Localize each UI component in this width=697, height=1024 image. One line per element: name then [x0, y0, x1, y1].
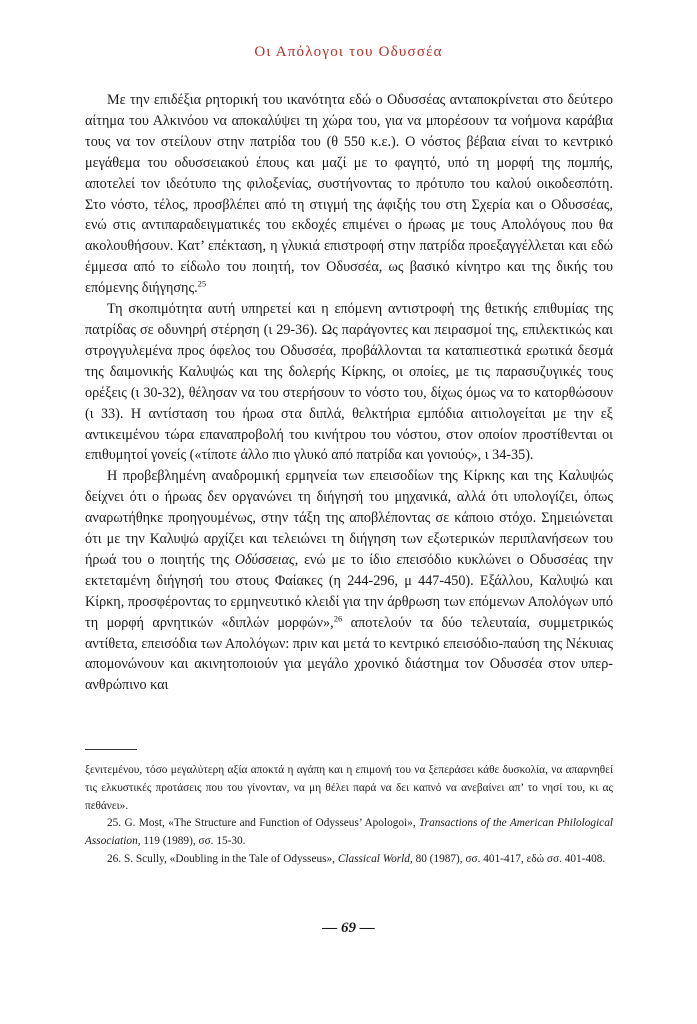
paragraph-3-text-a: Η προβεβλημένη αναδρομική ερμηνεία των επεισοδίων της Κίρκης και της Καλυψώς δείχνει ότι ο ήρωας δεν οργανώνει τη διήγησή του μηχανικά, αλλά ότι υπολογίζει, όπως αναρωτήθηκε προηγουμένως, στην τάξη της αποβλέποντας σε κάποιο στόχο. Σημειώνεται ότι με την Καλυψώ αρχίζει και τελειώνει τη διήγηση των εξωτερικών περιπλανήσεων του ήρωά του ο ποιητής της: [85, 468, 613, 568]
footnote-divider: [85, 749, 137, 750]
running-title: Οι Απόλογοι του Οδυσσέα: [254, 44, 443, 60]
paragraph-3: [85, 466, 613, 696]
footnote-26-journal: Classical World,: [337, 852, 413, 865]
paragraph-2-text: Τη σκοπιμότητα αυτή υπηρετεί και η επόμενη αντιστροφή της θετικής επιθυμίας της πατρίδας σε οδυνηρή στέρηση (ι 29-36). Ως παράγοντες και πειρασμοί της, επιλεκτικώς και στρογγυλεμένα προς όφελος του Οδυσσέα, προβάλλονται τα καταπιεστικά ερωτικά δεσμά της δαιμονικής Καλυψώς και της δολερής Κίρκης, οι οποίες, με τις παρασυζυγικές τους ορέξεις (ι 30-32), θέλησαν να του στερήσουν το νόστο του, δίχως όμως να το κατορθώσουν (ι 33). Η αντίσταση του ήρωα στα διπλά, θελκτήρια εμπόδια αιτιολογείται με την εξ αντικειμένου τώρα επαναπροβολή του κινήτρου του νόστου, στον οποίον προστίθενται οι επιθυμητοί γονείς («τίποτε άλλο πιο γλυκό από πατρίδα και γονιούς», ι 34-35).: [85, 301, 613, 464]
paragraph-1: [85, 90, 613, 299]
footnote-26-number: 26.: [107, 852, 122, 865]
footnote-ref-25[interactable]: 25: [197, 278, 207, 289]
work-title-odyssey: Οδύσσειας,: [234, 551, 299, 568]
paragraph-2: [85, 299, 613, 466]
paragraph-1-text: Με την επιδέξια ρητορική του ικανότητα εδώ ο Οδυσσέας ανταποκρίνεται στο δεύτερο αίτημα του Αλκινόου να αποκαλύψει τη χώρα του, για να μπορέσουν τα νοήμονα καράβια τους να τον στείλουν στην πατρίδα του (θ 550 κ.ε.). Ο νόστος βέβαια είναι το κεντρικό μεγάθεμα του οδυσσειακού έπους και μαζί με το φαγητό, υπό τη μορφή της πομπής, αποτελεί τον ιδεότυπο της φιλοξενίας, συστήνοντας το πρότυπο του καλού οικοδεσπότη. Στο νόστο, τέλος, προσβλέπει από τη στιγμή της άφιξής του στη Σχερία και ο Οδυσσέας, ενώ στις αντιπαραδειγματικές του εκδοχές επιμένει ο ήρωας με τους Απολόγους που θα ακολουθήσουν. Κατ’ επέκταση, η γλυκιά επιστροφή στην πατρίδα προεξαγγέλλεται και εδώ έμμεσα από το είδωλο του ποιητή, τον Οδυσσέα, ως βασικό κίνητρο και της δικής του επόμενης διήγησης.: [85, 92, 613, 297]
footnote-25-rest: 119 (1989), σσ. 15-30.: [143, 835, 246, 848]
footnote-continuation: ξενιτεμένου, τόσο μεγαλύτερη αξία αποκτά η αγάπη και η επιμονή του να ξεπεράσει κάθε δυσκολία, να απαρνηθεί τις ελκυστικές προτάσεις που του γίνονταν, να μη θέλει παρά να δει καπνό να ανεβαίνει απ’ το νησί του, κι ας πεθάνει».: [85, 764, 613, 812]
footnote-25-number: 25.: [107, 817, 122, 830]
footnote-25-journal: Transactions of the American Philological Association,: [85, 817, 613, 848]
footnote-25-author: G. Most, «The Structure and Function of Odysseus’ Apologoi»,: [124, 817, 416, 830]
footnote-26: [85, 851, 613, 869]
footnote-ref-26[interactable]: 26: [333, 612, 343, 623]
footnote-26-author: S. Scully, «Doubling in the Tale of Odysseus»,: [123, 852, 335, 865]
footnotes: [85, 762, 613, 869]
body-text: [85, 90, 613, 696]
footnote-25: [85, 815, 613, 851]
footnote-26-rest: 80 (1987), σσ. 401-417, εδώ σσ. 401-408.: [415, 852, 606, 865]
page-number: — 69 —: [322, 920, 375, 936]
paragraph-3-text-c: αποτελούν τα δύο τελευταία, συμμετρικώς αντίθετα, επεισόδια των Απολόγων: πριν και μετά το κεντρικό επεισόδιο-παύση της Νέκυιας απομονώνουν και ακινητοποιούν για μεγάλο χρονικό διάστημα τον Οδυσσέα στον υπερ-ανθρώπινο και: [85, 614, 614, 694]
paragraph-3-text-b: ενώ με το ίδιο επεισόδιο κυκλώνει ο Οδυσσέας την εκτεταμένη διήγησή του στους Φαίακες (η 244-296, μ 447-450). Εξάλλου, Καλυψώ και Κίρκη, προσφέροντας το ερμηνευτικό κλειδί για την άρθρωση των επόμενων Απολόγων υπό τη μορφή αρνητικών «διπλών μορφών»,: [85, 551, 614, 631]
